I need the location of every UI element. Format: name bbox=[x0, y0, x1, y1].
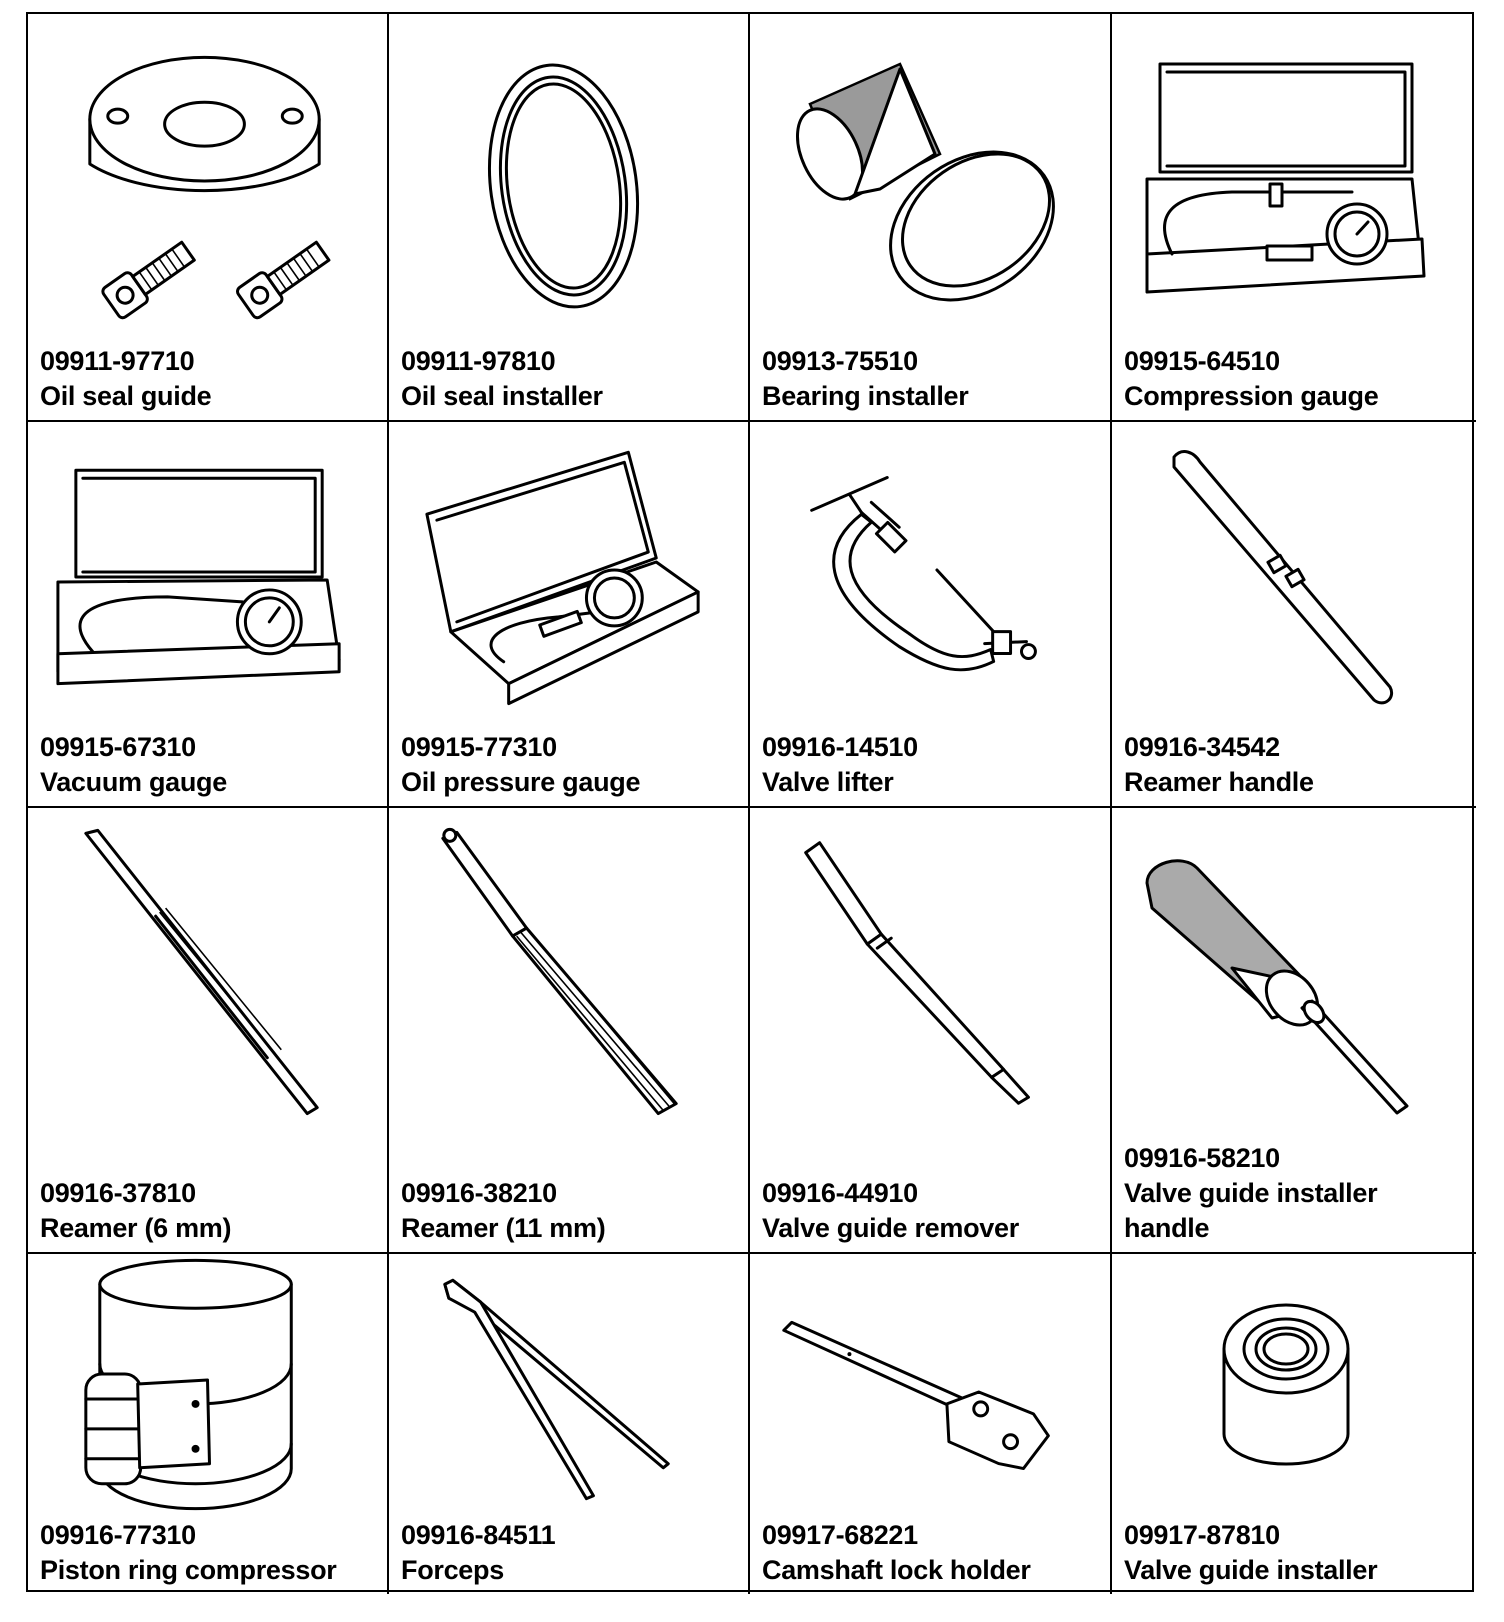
valve-guide-installer-icon bbox=[1112, 1254, 1476, 1516]
tool-name: Reamer (11 mm) bbox=[401, 1213, 606, 1243]
oil-seal-installer-icon bbox=[389, 14, 748, 334]
tool-name: Oil seal guide bbox=[40, 381, 212, 411]
tool-cell bbox=[28, 14, 389, 422]
tool-cell bbox=[28, 808, 389, 1254]
part-number: 09911-97710 bbox=[40, 346, 195, 376]
tool-name: Reamer (6 mm) bbox=[40, 1213, 232, 1243]
part-number: 09916-58210 bbox=[1124, 1143, 1280, 1173]
vacuum-gauge-icon bbox=[28, 422, 387, 712]
reamer-11mm-icon bbox=[389, 808, 748, 1128]
tool-cell bbox=[1112, 1254, 1476, 1594]
tool-cell bbox=[28, 422, 389, 808]
oil-seal-guide-icon bbox=[28, 14, 387, 334]
tool-name: Valve guide installer handle bbox=[1124, 1178, 1378, 1243]
tool-name: Vacuum gauge bbox=[40, 767, 227, 797]
part-number: 09917-68221 bbox=[762, 1520, 918, 1550]
tool-name: Valve lifter bbox=[762, 767, 894, 797]
tool-name: Piston ring compressor bbox=[40, 1555, 337, 1585]
tool-cell bbox=[389, 1254, 750, 1594]
tool-name: Valve guide remover bbox=[762, 1213, 1019, 1243]
tool-cell bbox=[389, 422, 750, 808]
part-number: 09916-38210 bbox=[401, 1178, 557, 1208]
part-number: 09916-44910 bbox=[762, 1178, 918, 1208]
part-number: 09915-77310 bbox=[401, 732, 557, 762]
tool-cell bbox=[750, 14, 1112, 422]
piston-ring-compressor-icon bbox=[28, 1254, 387, 1516]
tool-name: Bearing installer bbox=[762, 381, 969, 411]
valve-guide-remover-icon bbox=[750, 808, 1110, 1128]
camshaft-lock-holder-icon bbox=[750, 1254, 1110, 1516]
tool-name: Compression gauge bbox=[1124, 381, 1379, 411]
special-tools-table bbox=[26, 12, 1474, 1592]
tool-cell bbox=[1112, 422, 1476, 808]
tool-cell bbox=[1112, 14, 1476, 422]
tool-name: Oil pressure gauge bbox=[401, 767, 641, 797]
tool-name: Oil seal installer bbox=[401, 381, 603, 411]
tool-cell bbox=[389, 14, 750, 422]
tool-cell bbox=[750, 808, 1112, 1254]
bearing-installer-icon bbox=[750, 14, 1110, 334]
tool-cell bbox=[750, 1254, 1112, 1594]
reamer-handle-icon bbox=[1112, 422, 1476, 712]
tool-name: Camshaft lock holder bbox=[762, 1555, 1031, 1585]
tool-cell bbox=[750, 422, 1112, 808]
valve-guide-installer-handle-icon bbox=[1112, 808, 1476, 1128]
tool-cell bbox=[389, 808, 750, 1254]
reamer-6mm-icon bbox=[28, 808, 387, 1128]
part-number: 09916-84511 bbox=[401, 1520, 556, 1550]
valve-lifter-icon bbox=[750, 422, 1110, 712]
part-number: 09915-67310 bbox=[40, 732, 196, 762]
oil-pressure-gauge-icon bbox=[389, 422, 748, 712]
part-number: 09917-87810 bbox=[1124, 1520, 1280, 1550]
part-number: 09911-97810 bbox=[401, 346, 556, 376]
part-number: 09915-64510 bbox=[1124, 346, 1280, 376]
tool-name: Forceps bbox=[401, 1555, 504, 1585]
tool-cell bbox=[28, 1254, 389, 1594]
compression-gauge-icon bbox=[1112, 14, 1476, 334]
part-number: 09916-34542 bbox=[1124, 732, 1280, 762]
part-number: 09916-77310 bbox=[40, 1520, 196, 1550]
tool-name: Reamer handle bbox=[1124, 767, 1314, 797]
part-number: 09913-75510 bbox=[762, 346, 918, 376]
tool-name: Valve guide installer bbox=[1124, 1555, 1378, 1585]
part-number: 09916-37810 bbox=[40, 1178, 196, 1208]
tool-cell bbox=[1112, 808, 1476, 1254]
forceps-icon bbox=[389, 1254, 748, 1516]
part-number: 09916-14510 bbox=[762, 732, 918, 762]
